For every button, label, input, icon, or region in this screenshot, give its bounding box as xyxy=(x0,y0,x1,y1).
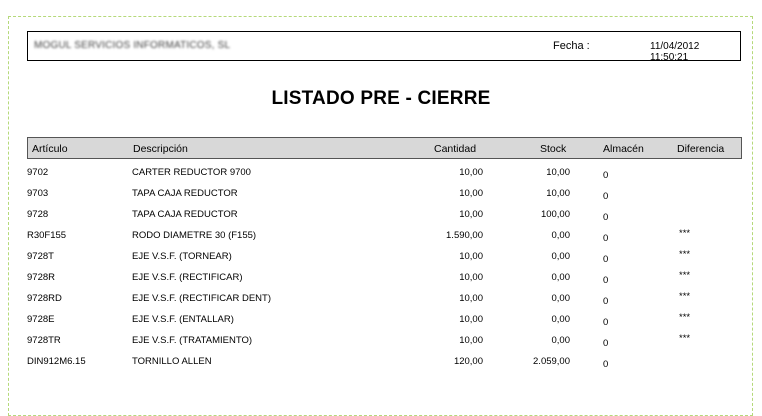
cell-descripcion: TAPA CAJA REDUCTOR xyxy=(132,188,238,199)
cell-stock: 0,00 xyxy=(551,272,570,283)
cell-diferencia: *** xyxy=(679,291,691,302)
cell-diferencia: *** xyxy=(679,270,691,281)
cell-articulo: 9728R xyxy=(27,272,55,283)
cell-stock: 100,00 xyxy=(540,209,570,220)
cell-cantidad: 10,00 xyxy=(459,293,483,304)
table-row xyxy=(0,333,762,354)
report-title: LISTADO PRE - CIERRE xyxy=(271,88,491,109)
cell-almacen: 0 xyxy=(603,275,609,286)
cell-cantidad: 10,00 xyxy=(459,314,483,325)
cell-cantidad: 10,00 xyxy=(459,167,483,178)
cell-articulo: DIN912M6.15 xyxy=(27,356,86,367)
cell-articulo: 9702 xyxy=(27,167,49,178)
cell-almacen: 0 xyxy=(603,254,609,265)
cell-articulo: 9728T xyxy=(27,251,54,262)
cell-cantidad: 10,00 xyxy=(459,251,483,262)
cell-cantidad: 10,00 xyxy=(459,335,483,346)
date-value: 11/04/2012 11:50:21 xyxy=(650,41,700,63)
table-row xyxy=(0,165,762,186)
cell-almacen: 0 xyxy=(603,170,609,181)
cell-articulo: 9703 xyxy=(27,188,49,199)
table-row xyxy=(0,228,762,249)
table-row xyxy=(0,354,762,375)
col-header-almacen: Almacén xyxy=(603,143,644,155)
cell-articulo: 9728 xyxy=(27,209,49,220)
report-rows xyxy=(0,165,762,375)
table-row xyxy=(0,207,762,228)
cell-almacen: 0 xyxy=(603,338,609,349)
cell-stock: 0,00 xyxy=(551,251,570,262)
cell-descripcion: EJE V.S.F. (RECTIFICAR) xyxy=(132,272,243,283)
report-header xyxy=(27,31,741,61)
cell-stock: 10,00 xyxy=(546,167,570,178)
cell-articulo: 9728TR xyxy=(27,335,61,346)
cell-stock: 0,00 xyxy=(551,230,570,241)
cell-cantidad: 1.590,00 xyxy=(446,230,483,241)
cell-articulo: R30F155 xyxy=(27,230,67,241)
cell-diferencia: *** xyxy=(679,312,691,323)
cell-diferencia: *** xyxy=(679,249,691,260)
col-header-articulo: Artículo xyxy=(32,143,68,155)
cell-descripcion: CARTER REDUCTOR 9700 xyxy=(132,167,251,178)
table-row xyxy=(0,312,762,333)
cell-descripcion: EJE V.S.F. (TORNEAR) xyxy=(132,251,232,262)
cell-almacen: 0 xyxy=(603,296,609,307)
cell-descripcion: EJE V.S.F. (ENTALLAR) xyxy=(132,314,234,325)
cell-descripcion: RODO DIAMETRE 30 (F155) xyxy=(132,230,257,241)
cell-descripcion: TAPA CAJA REDUCTOR xyxy=(132,209,238,220)
col-header-stock: Stock xyxy=(540,143,567,155)
cell-articulo: 9728RD xyxy=(27,293,62,304)
col-header-descripcion: Descripción xyxy=(133,143,188,155)
company-name: MOGUL SERVICIOS INFORMATICOS, SL xyxy=(34,40,231,51)
date-label: Fecha : xyxy=(553,40,590,52)
table-row xyxy=(0,249,762,270)
cell-almacen: 0 xyxy=(603,191,609,202)
column-header-row xyxy=(27,137,742,159)
cell-almacen: 0 xyxy=(603,212,609,223)
col-header-diferencia: Diferencia xyxy=(677,143,725,155)
col-header-cantidad: Cantidad xyxy=(434,143,477,155)
cell-descripcion: EJE V.S.F. (TRATAMIENTO) xyxy=(132,335,252,346)
cell-descripcion: EJE V.S.F. (RECTIFICAR DENT) xyxy=(132,293,271,304)
cell-cantidad: 10,00 xyxy=(459,272,483,283)
cell-almacen: 0 xyxy=(603,317,609,328)
cell-stock: 0,00 xyxy=(551,335,570,346)
cell-cantidad: 10,00 xyxy=(459,188,483,199)
cell-cantidad: 120,00 xyxy=(453,356,483,367)
cell-almacen: 0 xyxy=(603,359,609,370)
cell-stock: 10,00 xyxy=(546,188,570,199)
cell-diferencia: *** xyxy=(679,333,691,344)
cell-stock: 0,00 xyxy=(551,293,570,304)
table-row xyxy=(0,270,762,291)
cell-stock: 2.059,00 xyxy=(533,356,570,367)
table-row xyxy=(0,291,762,312)
cell-articulo: 9728E xyxy=(27,314,55,325)
cell-diferencia: *** xyxy=(679,228,691,239)
cell-descripcion: TORNILLO ALLEN xyxy=(132,356,212,367)
table-row xyxy=(0,186,762,207)
cell-stock: 0,00 xyxy=(551,314,570,325)
cell-almacen: 0 xyxy=(603,233,609,244)
cell-cantidad: 10,00 xyxy=(459,209,483,220)
